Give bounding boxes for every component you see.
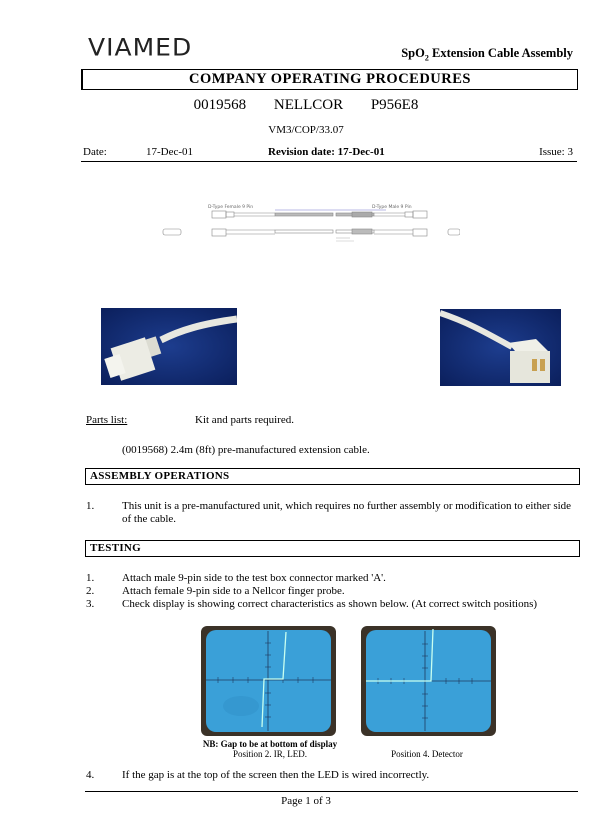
step-text: Attach female 9-pin side to a Nellcor finger probe. <box>122 585 345 597</box>
scope-position: Position 2. IR, LED. <box>232 749 307 759</box>
cable-top <box>212 210 427 218</box>
date-value: 17-Dec-01 <box>146 146 194 158</box>
title-prefix: SpO <box>401 46 425 60</box>
oscilloscope-led-display <box>201 626 336 736</box>
oscilloscope-detector-display <box>361 626 496 736</box>
cable-bottom <box>163 229 460 241</box>
model-number: P956E8 <box>370 97 419 113</box>
date-label: Date: <box>83 146 107 158</box>
step-text: If the gap is at the top of the screen then the LED is wired incorrectly. <box>122 769 430 781</box>
step-number: 3. <box>86 598 95 610</box>
pin-out-left <box>163 229 181 235</box>
step-number: 1. <box>86 500 95 512</box>
parts-list-label: Parts list: <box>86 414 128 426</box>
step-number: 2. <box>86 585 95 597</box>
female-connector-photo <box>101 308 237 385</box>
scope-note: NB: Gap to be at bottom of display <box>202 739 338 749</box>
step-text: Attach male 9-pin side to the test box connector marked 'A'. <box>122 572 386 584</box>
step-number: 1. <box>86 572 95 584</box>
diagram-left-label: D-Type Female 9 Pin <box>208 205 254 210</box>
testing-heading: TESTING <box>85 540 580 557</box>
pin-out-right <box>448 229 460 235</box>
title-suffix: Extension Cable Assembly <box>428 46 573 60</box>
viamed-logo: VIAMED <box>88 33 193 62</box>
document-title <box>401 46 573 63</box>
parts-list-description: Kit and parts required. <box>195 414 294 426</box>
procedures-banner: COMPANY OPERATING PROCEDURES <box>81 69 578 90</box>
diagram-right-label: D-Type Male 9 Pin <box>372 205 412 210</box>
male-connector-photo <box>440 309 561 386</box>
parts-list-item: (0019568) 2.4m (8ft) pre-manufactured extension cable. <box>122 444 370 456</box>
document-reference: VM3/COP/33.07 <box>268 124 344 136</box>
male-plug-top <box>413 211 427 218</box>
revision-date: Revision date: 17-Dec-01 <box>268 146 385 158</box>
scope-left-caption <box>190 739 350 759</box>
issue-number: Issue: 3 <box>539 146 573 158</box>
assembly-operations-heading: ASSEMBLY OPERATIONS <box>85 468 580 485</box>
step-text: Check display is showing correct characteristics as shown below. (At correct switch positions) <box>122 598 538 610</box>
title-subscript: 2 <box>424 53 429 63</box>
page-number: Page 1 of 3 <box>281 795 331 807</box>
scope-right-caption: Position 4. Detector <box>391 749 463 759</box>
date-line <box>81 146 577 162</box>
female-plug-top <box>212 211 226 218</box>
part-number: 0019568 <box>193 97 247 113</box>
cable-diagram <box>160 198 460 248</box>
manufacturer: NELLCOR <box>273 97 344 113</box>
step-text: This unit is a pre-manufactured unit, which requires no further assembly or modification to either side of the cable. <box>122 500 572 525</box>
step-number: 4. <box>86 769 95 781</box>
footer-divider <box>85 791 578 792</box>
part-identification <box>0 97 612 114</box>
